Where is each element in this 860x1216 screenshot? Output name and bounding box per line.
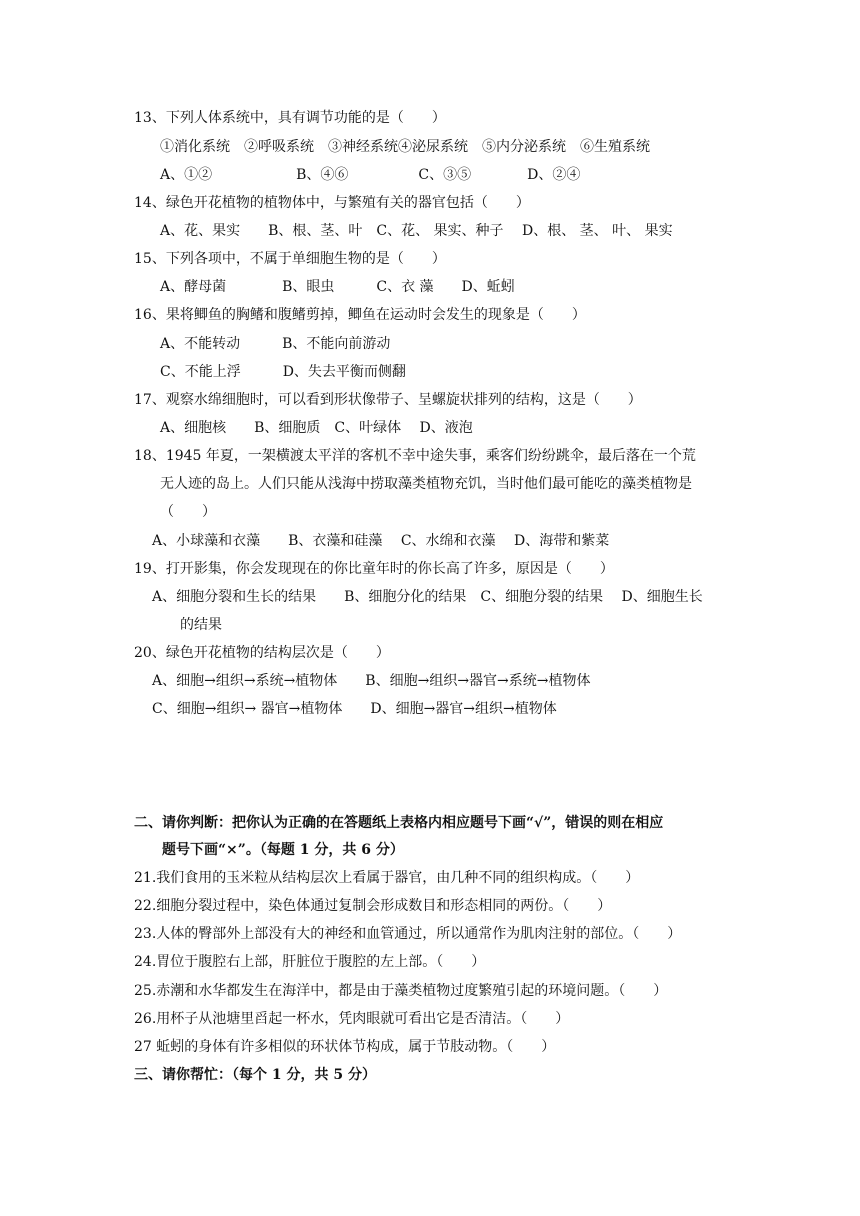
judge-item-22: 22.细胞分裂过程中，染色体通过复制会形成数目和形态相同的两份。（ ）	[134, 898, 612, 914]
question-15: 15、下列各项中，不属于单细胞生物的是（ ）	[134, 251, 446, 267]
question-16: 16、果将鲫鱼的胸鳍和腹鳍剪掉，鲫鱼在运动时会发生的现象是（ ）	[134, 307, 586, 323]
q16-options-ab: A、不能转动 B、不能向前游动	[160, 336, 391, 352]
q20-options-cd: C、细胞→组织→ 器官→植物体 D、细胞→器官→组织→植物体	[152, 701, 557, 717]
q17-options: A、细胞核 B、细胞质 C、叶绿体 D、液泡	[160, 420, 473, 436]
judge-item-21: 21.我们食用的玉米粒从结构层次上看属于器官，由几种不同的组织构成。（ ）	[134, 870, 640, 886]
q18-blank: （ ）	[160, 504, 216, 520]
question-17: 17、观察水绵细胞时，可以看到形状像带子、呈螺旋状排列的结构，这是（ ）	[134, 392, 642, 408]
question-14: 14、绿色开花植物的植物体中，与繁殖有关的器官包括（ ）	[134, 195, 530, 211]
judge-item-23: 23.人体的臀部外上部没有大的神经和血管通过，所以通常作为肌肉注射的部位。（ ）	[134, 926, 682, 942]
q13-choices: ①消化系统 ②呼吸系统 ③神经系统④泌尿系统 ⑤内分泌系统 ⑥生殖系统	[160, 139, 650, 155]
question-18: 18、1945 年夏，一架横渡太平洋的客机不幸中途失事，乘客们纷纷跳伞，最后落在一个荒	[134, 448, 696, 464]
judge-item-27: 27 蚯蚓的身体有许多相似的环状体节构成，属于节肢动物。（ ）	[134, 1039, 556, 1055]
q14-options: A、花、果实 B、根、茎、叶 C、花、 果实、种子 D、根、 茎、 叶、 果实	[160, 223, 673, 239]
section3-heading: 三、请你帮忙：（每个 1 分，共 5 分）	[134, 1067, 376, 1083]
q18-options: A、小球藻和衣藻 B、衣藻和硅藻 C、水绵和衣藻 D、海带和紫菜	[152, 533, 610, 549]
q16-options-cd: C、不能上浮 D、失去平衡而侧翻	[160, 364, 406, 380]
q15-options: A、酵母菌 B、眼虫 C、衣 藻 D、蚯蚓	[160, 279, 515, 295]
q13-options: A、①② B、④⑥ C、③⑤ D、②④	[160, 167, 581, 183]
q20-options-ab: A、细胞→组织→系统→植物体 B、细胞→组织→器官→系统→植物体	[152, 673, 591, 689]
judge-item-24: 24.胃位于腹腔右上部，肝脏位于腹腔的左上部。（ ）	[134, 954, 486, 970]
judge-item-25: 25.赤潮和水华都发生在海洋中，都是由于藻类植物过度繁殖引起的环境问题。（ ）	[134, 983, 668, 999]
q19-options-wrap: 的结果	[180, 617, 222, 633]
q19-options: A、细胞分裂和生长的结果 B、细胞分化的结果 C、细胞分裂的结果 D、细胞生长	[152, 589, 703, 605]
q18-continuation: 无人迹的岛上。人们只能从浅海中捞取藻类植物充饥，当时他们最可能吃的藻类植物是	[160, 476, 692, 492]
section2-heading-cont: 题号下画“×”。（每题 1 分，共 6 分）	[162, 842, 404, 858]
judge-item-26: 26.用杯子从池塘里舀起一杯水，凭肉眼就可看出它是否清洁。（ ）	[134, 1011, 570, 1027]
question-19: 19、打开影集，你会发现现在的你比童年时的你长高了许多，原因是（ ）	[134, 561, 614, 577]
question-20: 20、绿色开花植物的结构层次是（ ）	[134, 645, 390, 661]
section2-heading: 二、请你判断：把你认为正确的在答题纸上表格内相应题号下画“√”，错误的则在相应	[134, 815, 664, 831]
question-13: 13、下列人体系统中，具有调节功能的是（ ）	[134, 110, 446, 126]
